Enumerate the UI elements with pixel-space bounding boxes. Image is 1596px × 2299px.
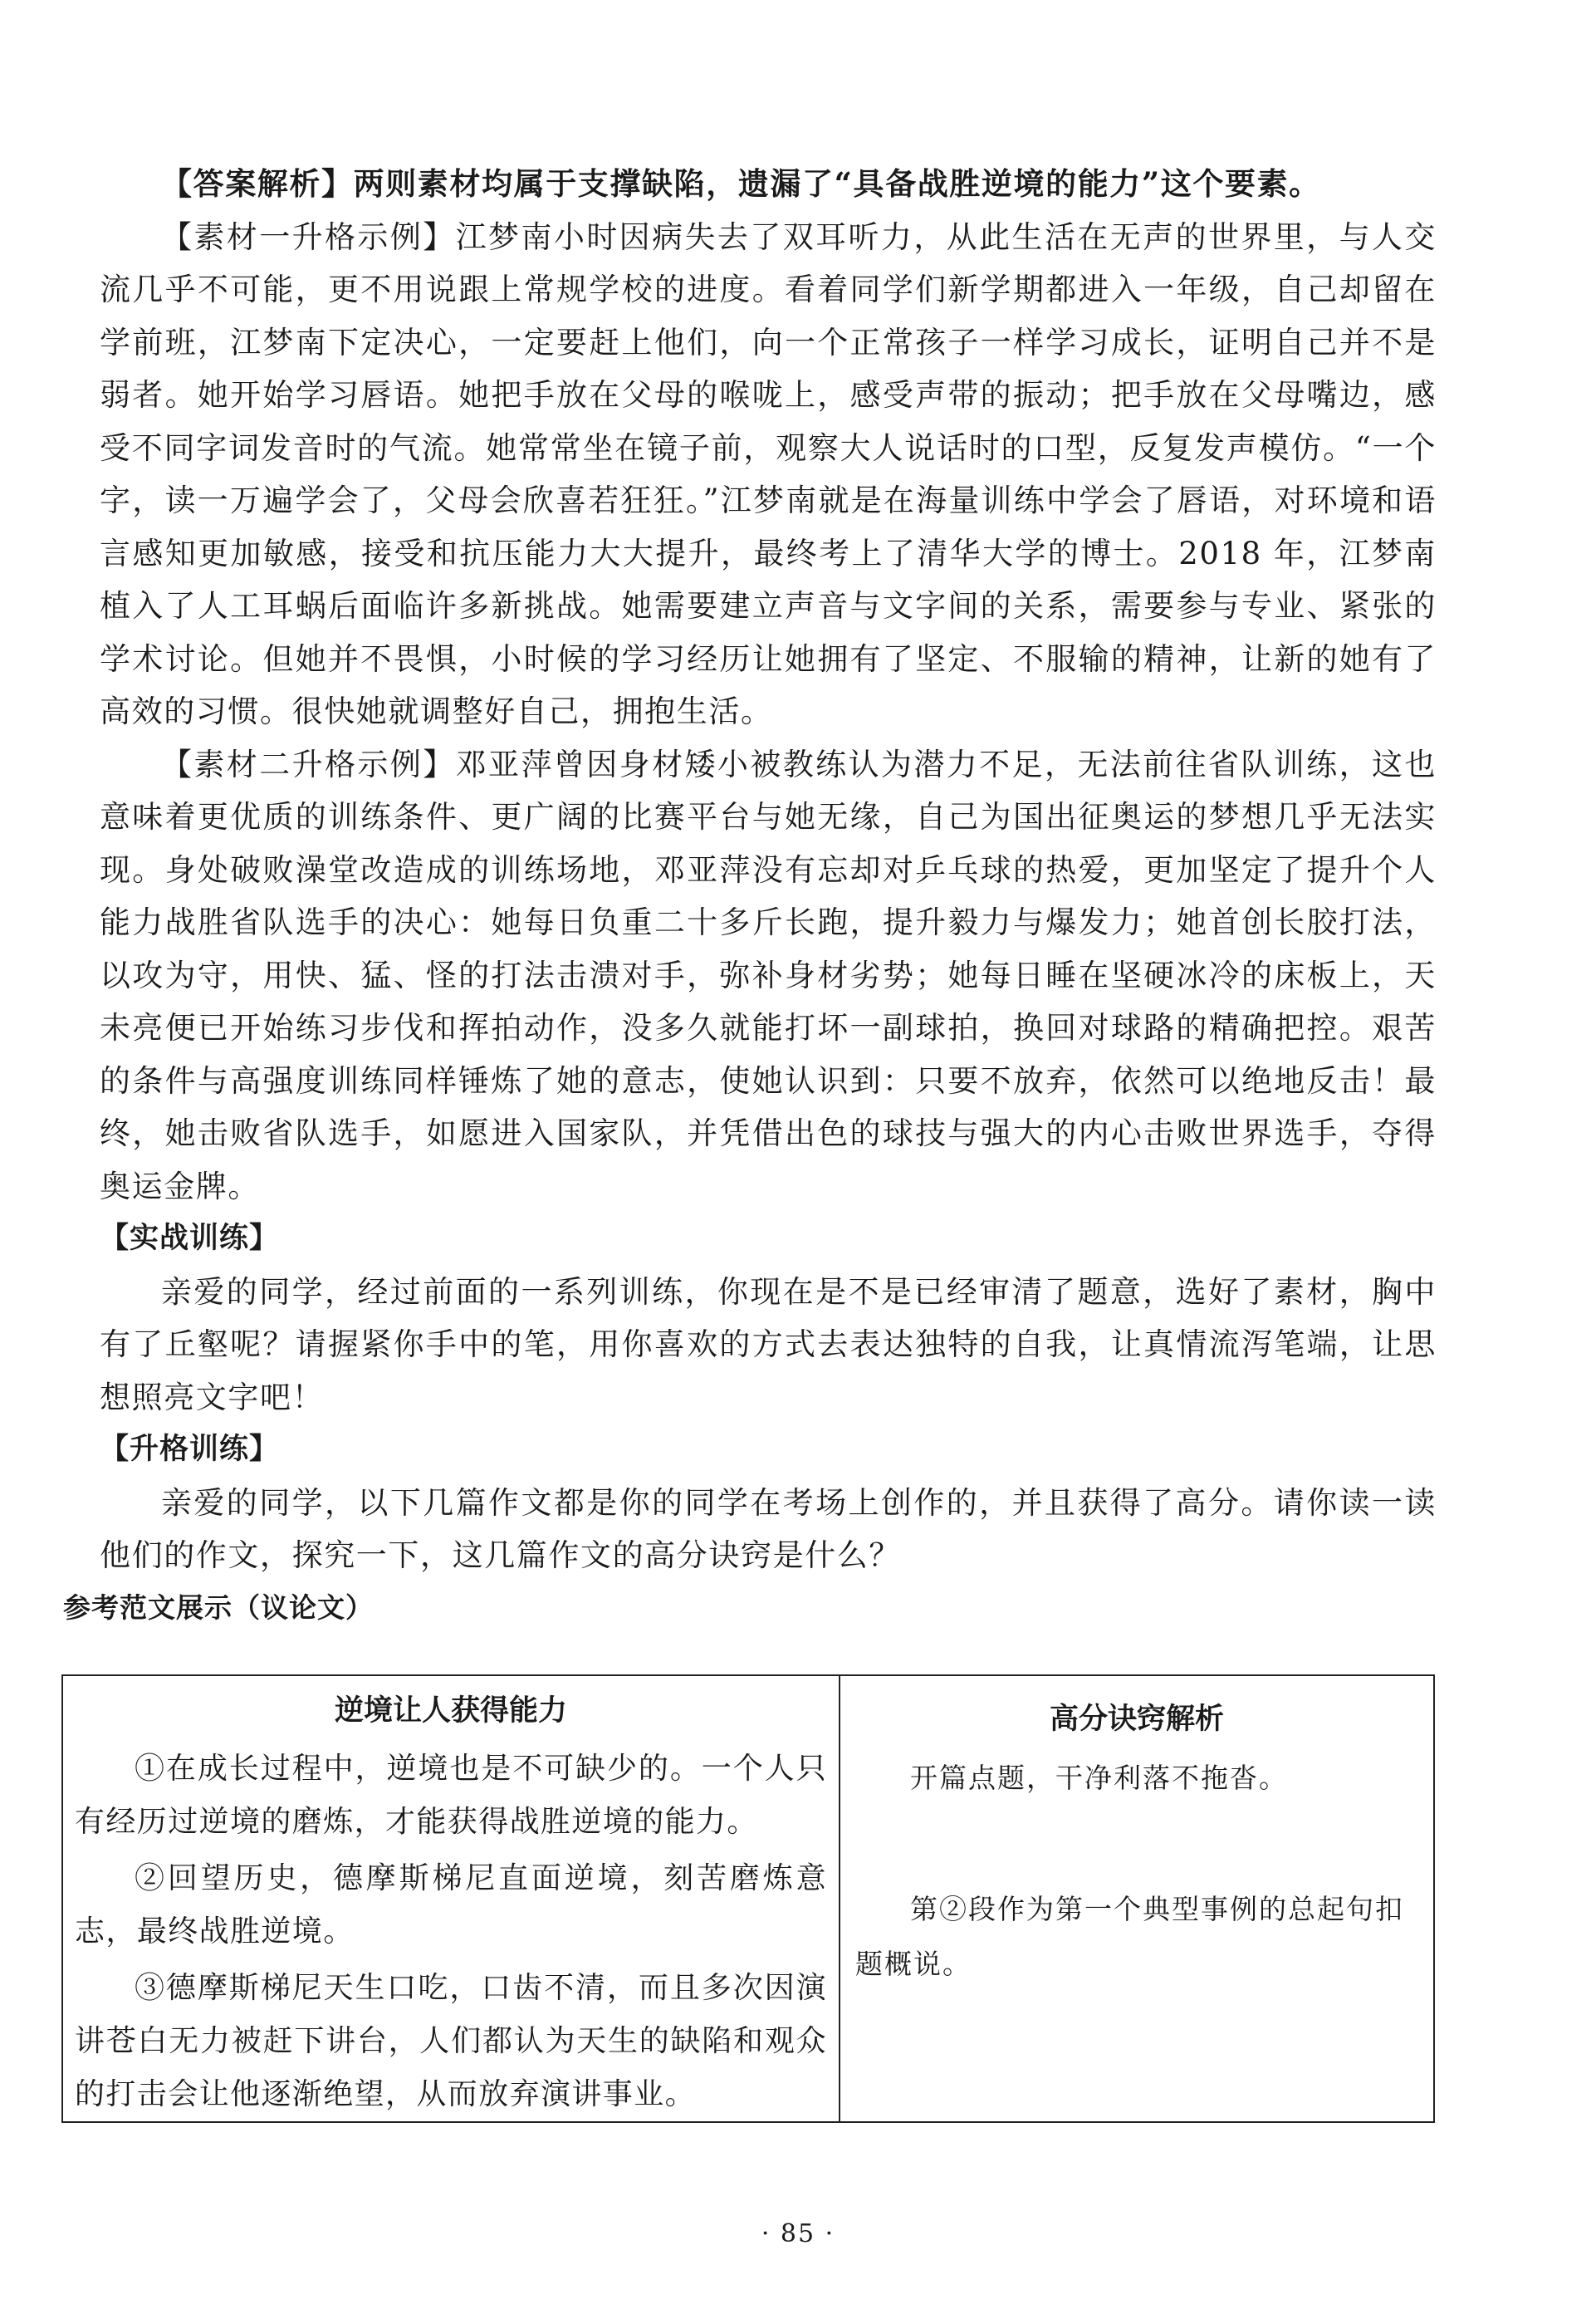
upgrade-text: 亲爱的同学，以下几篇作文都是你的同学在考场上创作的，并且获得了高分。请你读一读他们的作文，探究一下，这几篇作文的高分诀窍是什么？ bbox=[100, 1484, 1437, 1573]
analysis-note: 第②段作为第一个典型事例的总起句扣题概说。 bbox=[855, 1893, 1404, 1980]
page-number: · 85 · bbox=[761, 2219, 835, 2248]
page-content bbox=[63, 158, 1437, 1637]
practice-heading: 【实战训练】 bbox=[100, 1222, 280, 1255]
answer-analysis-label: 【答案解析】 bbox=[161, 166, 354, 202]
material-two-text: 邓亚萍曾因身材矮小被教练认为潜力不足，无法前往省队训练，这也意味着更优质的训练条件、更广阔的比赛平台与她无缘，自己为国出征奥运的梦想几乎无法实现。身处破败澡堂改造成的训练场地，邓亚萍没有忘却对乒乓球的热爱，更加坚定了提升个人能力战胜省队选手的决心：她每日负重二十多斤长跑，提升毅力与爆发力；她首创长胶打法，以攻为守，用快、猛、怪的打法击溃对手，弥补身材劣势；她每日睡在坚硬冰冷的床板上，天未亮便已开始练习步伐和挥拍动作，没多久就能打坏一副球拍，换回对球路的精确把控。艰苦的条件与高强度训练同样锤炼了她的意志，使她认识到：只要不放弃，依然可以绝地反击！最终，她击败省队选手，如愿进入国家队，并凭借出色的球技与强大的内心击败世界选手，夺得奥运金牌。 bbox=[100, 746, 1437, 1204]
analysis-note: 开篇点题，干净利落不拖沓。 bbox=[910, 1762, 1288, 1794]
essay-table bbox=[61, 1674, 1435, 2123]
essay-paragraph: ②回望历史，德摩斯梯尼直面逆境，刻苦磨炼意志，最终战胜逆境。 bbox=[75, 1861, 827, 1949]
material-two-label: 【素材二升格示例】 bbox=[161, 746, 456, 782]
sample-essay-heading: 参考范文展示（议论文） bbox=[63, 1591, 374, 1624]
essay-paragraph: ③德摩斯梯尼天生口吃，口齿不清，而且多次因演讲苍白无力被赶下讲台，人们都认为天生的缺陷和观众的打击会让他逐渐绝望，从而放弃演讲事业。 bbox=[75, 1971, 827, 2111]
answer-analysis-paragraph bbox=[100, 158, 1437, 211]
answer-analysis-text: 两则素材均属于支撑缺陷，遗漏了“具备战胜逆境的能力”这个要素。 bbox=[353, 165, 1321, 202]
material-two-paragraph bbox=[100, 738, 1437, 1213]
material-one-text: 江梦南小时因病失去了双耳听力，从此生活在无声的世界里，与人交流几乎不可能，更不用说跟上常规学校的进度。看着同学们新学期都进入一年级，自己却留在学前班，江梦南下定决心，一定要赶上他们，向一个正常孩子一样学习成长，证明自己并不是弱者。她开始学习唇语。她把手放在父母的喉咙上，感受声带的振动；把手放在父母嘴边，感受不同字词发音时的气流。她常常坐在镜子前，观察大人说话时的口型，反复发声模仿。“一个字，读一万遍学会了，父母会欣喜若狂狂。”江梦南就是在海量训练中学会了唇语，对环境和语言感知更加敏感，接受和抗压能力大大提升，最终考上了清华大学的博士。2018 年，江梦南植入了人工耳蜗后面临许多新挑战。她需要建立声音与文字间的关系，需要参与专业、紧张的学术讨论。但她并不畏惧，小时候的学习经历让她拥有了坚定、不服输的精神，让新的她有了高效的习惯。很快她就调整好自己，拥抱生活。 bbox=[100, 218, 1437, 729]
essay-paragraph: ①在成长过程中，逆境也是不可缺少的。一个人只有经历过逆境的磨炼，才能获得战胜逆境的能力。 bbox=[75, 1752, 827, 1839]
material-one-label: 【素材一升格示例】 bbox=[161, 218, 456, 255]
essay-column bbox=[62, 1675, 840, 2122]
upgrade-heading: 【升格训练】 bbox=[100, 1433, 280, 1466]
analysis-column bbox=[840, 1675, 1434, 2122]
essay-title: 逆境让人获得能力 bbox=[334, 1694, 567, 1728]
practice-text: 亲爱的同学，经过前面的一系列训练，你现在是不是已经审清了题意，选好了素材，胸中有了丘壑呢？请握紧你手中的笔，用你喜欢的方式去表达独特的自我，让真情流泻笔端，让思想照亮文字吧！ bbox=[100, 1273, 1437, 1415]
analysis-title: 高分诀窍解析 bbox=[1049, 1703, 1224, 1736]
material-one-paragraph bbox=[100, 211, 1437, 738]
